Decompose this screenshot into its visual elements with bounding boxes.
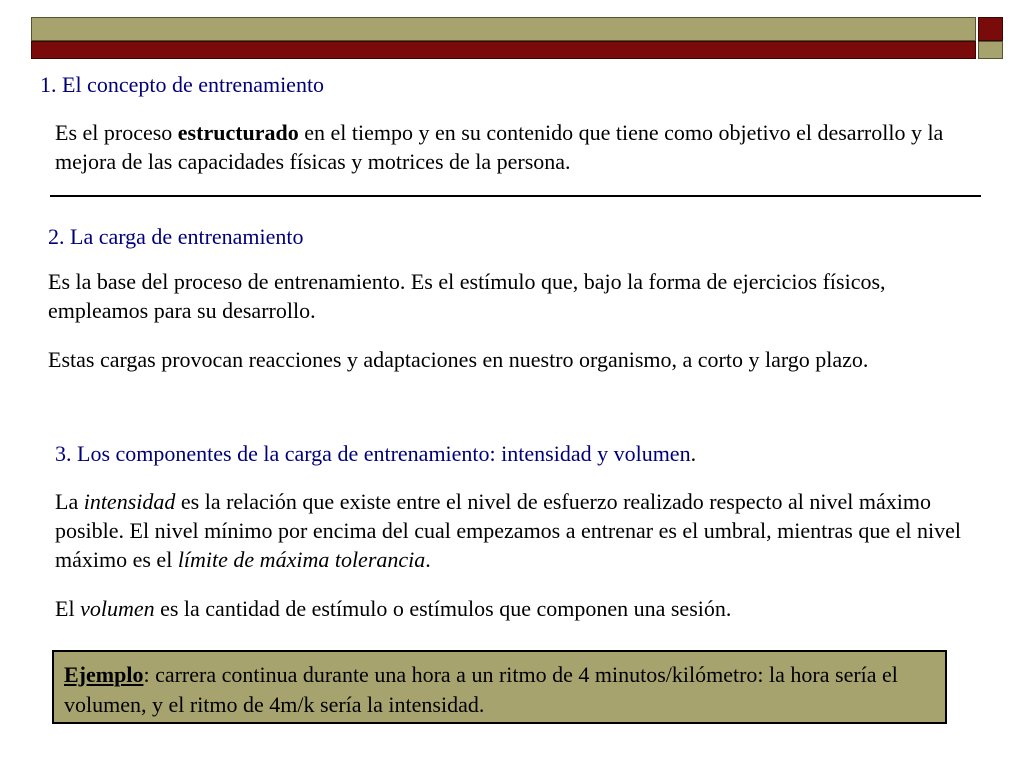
header-square-olive	[978, 41, 1003, 59]
header-bar-maroon	[31, 41, 976, 59]
section3-p2-end: es la cantidad de estímulo o estímulos que componen una sesión.	[154, 596, 732, 621]
section3-heading-period: .	[690, 441, 697, 466]
header-square-maroon	[978, 17, 1003, 41]
section3-paragraph2	[55, 594, 975, 623]
example-label: Ejemplo	[64, 662, 144, 687]
section1-text-end: en el tiempo y en su contenido que tiene como objetivo el desarrollo y la mejora de las capacidades físicas y motrices de la persona.	[55, 120, 944, 174]
section3-p1-start: La	[55, 489, 84, 514]
section3-heading-text: 3. Los componentes de la carga de entrenamiento: intensidad y volumen	[55, 441, 691, 466]
section2-paragraph2: Estas cargas provocan reacciones y adaptaciones en nuestro organismo, a corto y largo plazo.	[48, 347, 869, 372]
example-box	[52, 650, 947, 724]
section1-text-start: Es el proceso	[55, 120, 178, 145]
example-text: : carrera continua durante una hora a un ritmo de 4 minutos/kilómetro: la hora sería el volumen, y el ritmo de 4m/k sería la intensidad.	[64, 662, 898, 717]
volumen-term: volumen	[80, 596, 155, 621]
header-bar-olive	[31, 17, 976, 41]
section-divider	[50, 195, 981, 197]
section3-p1-middle: es la relación que existe entre el nivel de esfuerzo realizado respecto al nivel máximo posible. El nivel mínimo por encima del cual empezamos a entrenar es el umbral, mientras que el nivel máximo es el	[55, 489, 961, 572]
intensidad-term: intensidad	[83, 489, 176, 514]
limite-term: límite de máxima tolerancia	[177, 547, 426, 572]
section2-heading: 2. La carga de entrenamiento	[48, 224, 304, 249]
section1-paragraph	[55, 118, 975, 176]
section1-heading: 1. El concepto de entrenamiento	[40, 72, 325, 97]
section3-heading	[55, 439, 975, 468]
section3-paragraph1	[55, 487, 975, 574]
section3-p1-end: .	[425, 547, 431, 572]
section2-paragraph1: Es la base del proceso de entrenamiento. Es el estímulo que, bajo la forma de ejercicios físicos, empleamos para su desarrollo.	[48, 269, 886, 323]
section3-p2-start: El	[55, 596, 81, 621]
section1-bold-term: estructurado	[177, 120, 299, 145]
